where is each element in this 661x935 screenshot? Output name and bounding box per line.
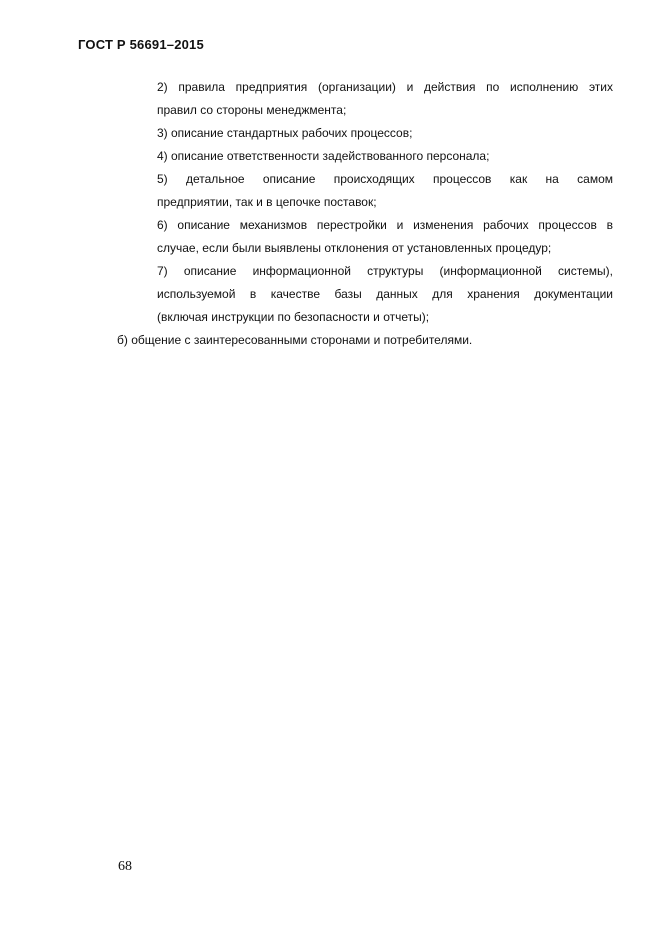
list-item-line: (включая инструкции по безопасности и отчеты); (157, 310, 430, 324)
list-item-line: 3) описание стандартных рабочих процессов; (157, 126, 413, 140)
list-item (157, 168, 613, 214)
list-item-line: случае, если были выявлены отклонения от установленных процедур; (157, 241, 552, 255)
list-item (157, 122, 613, 145)
page-number: 68 (118, 859, 132, 874)
list-item-line: 7) описание информационной структуры (информационной системы), (157, 264, 613, 278)
list-item (157, 76, 613, 122)
list-item-line: предприятии, так и в цепочке поставок; (157, 195, 377, 209)
list-item-line: правил со стороны менеджмента; (157, 103, 347, 117)
subitem-b-line: б) общение с заинтересованными сторонами и потребителями. (117, 333, 473, 347)
list-item (157, 145, 613, 168)
list-item-line: используемой в качестве базы данных для хранения документации (157, 287, 613, 301)
list-item-line: 5) детальное описание происходящих процессов как на самом (157, 172, 613, 186)
list-item-line: 4) описание ответственности задействованного персонала; (157, 149, 490, 163)
list-item (157, 214, 613, 260)
list-item (157, 260, 613, 329)
subitem-b (117, 329, 617, 352)
list-item-line: 2) правила предприятия (организации) и действия по исполнению этих (157, 80, 613, 94)
document-header: ГОСТ Р 56691–2015 (78, 37, 204, 52)
list-item-line: 6) описание механизмов перестройки и изменения рабочих процессов в (157, 218, 613, 232)
